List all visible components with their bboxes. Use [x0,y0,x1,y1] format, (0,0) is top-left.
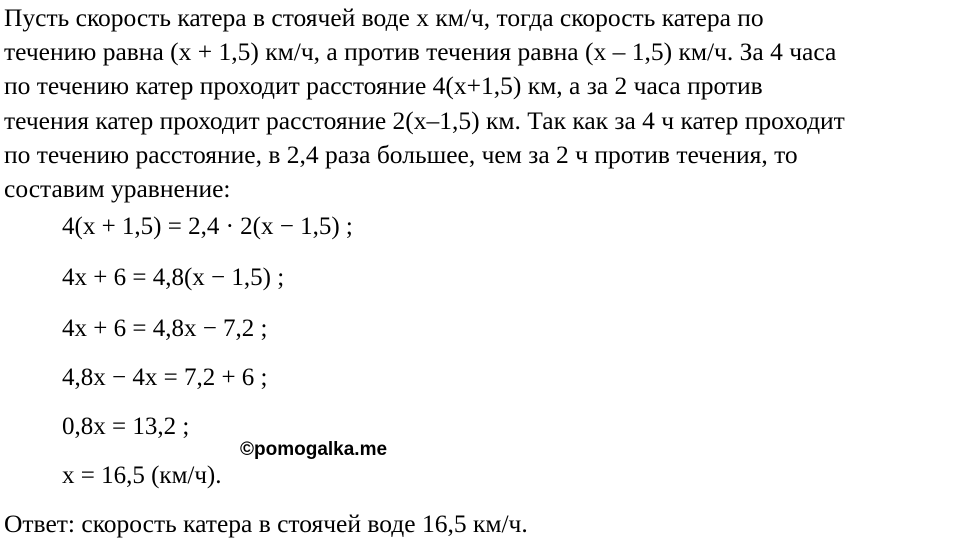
equation-5: 0,8x = 13,2 ; [62,413,190,440]
problem-line-5: по течению расстояние, в 2,4 раза большее, чем за 2 ч против течения, то [4,139,798,169]
problem-line-2: течению равна (x + 1,5) км/ч, а против течения равна (x – 1,5) км/ч. За 4 часа [4,37,837,67]
answer-line: Ответ: скорость катера в стоячей воде 16,5 км/ч. [4,509,528,538]
equation-3: 4x + 6 = 4,8x − 7,2 ; [62,315,268,342]
equation-2: 4x + 6 = 4,8(x − 1,5) ; [62,264,285,291]
equation-1: 4(x + 1,5) = 2,4 · 2(x − 1,5) ; [62,213,353,240]
problem-line-6: составим уравнение: [4,174,231,204]
problem-line-1: Пусть скорость катера в стоячей воде x км/ч, тогда скорость катера по [4,3,764,32]
problem-line-3: по течению катер проходит расстояние 4(x+1,5) км, а за 2 часа против [4,71,763,101]
equation-6: x = 16,5 (км/ч). [62,462,222,489]
watermark: ©pomogalka.me [240,439,388,460]
problem-paragraph [4,1,956,206]
equation-4: 4,8x − 4x = 7,2 + 6 ; [62,364,268,391]
problem-line-4: течения катер проходит расстояние 2(x–1,5) км. Так как за 4 ч катер проходит [4,105,845,135]
